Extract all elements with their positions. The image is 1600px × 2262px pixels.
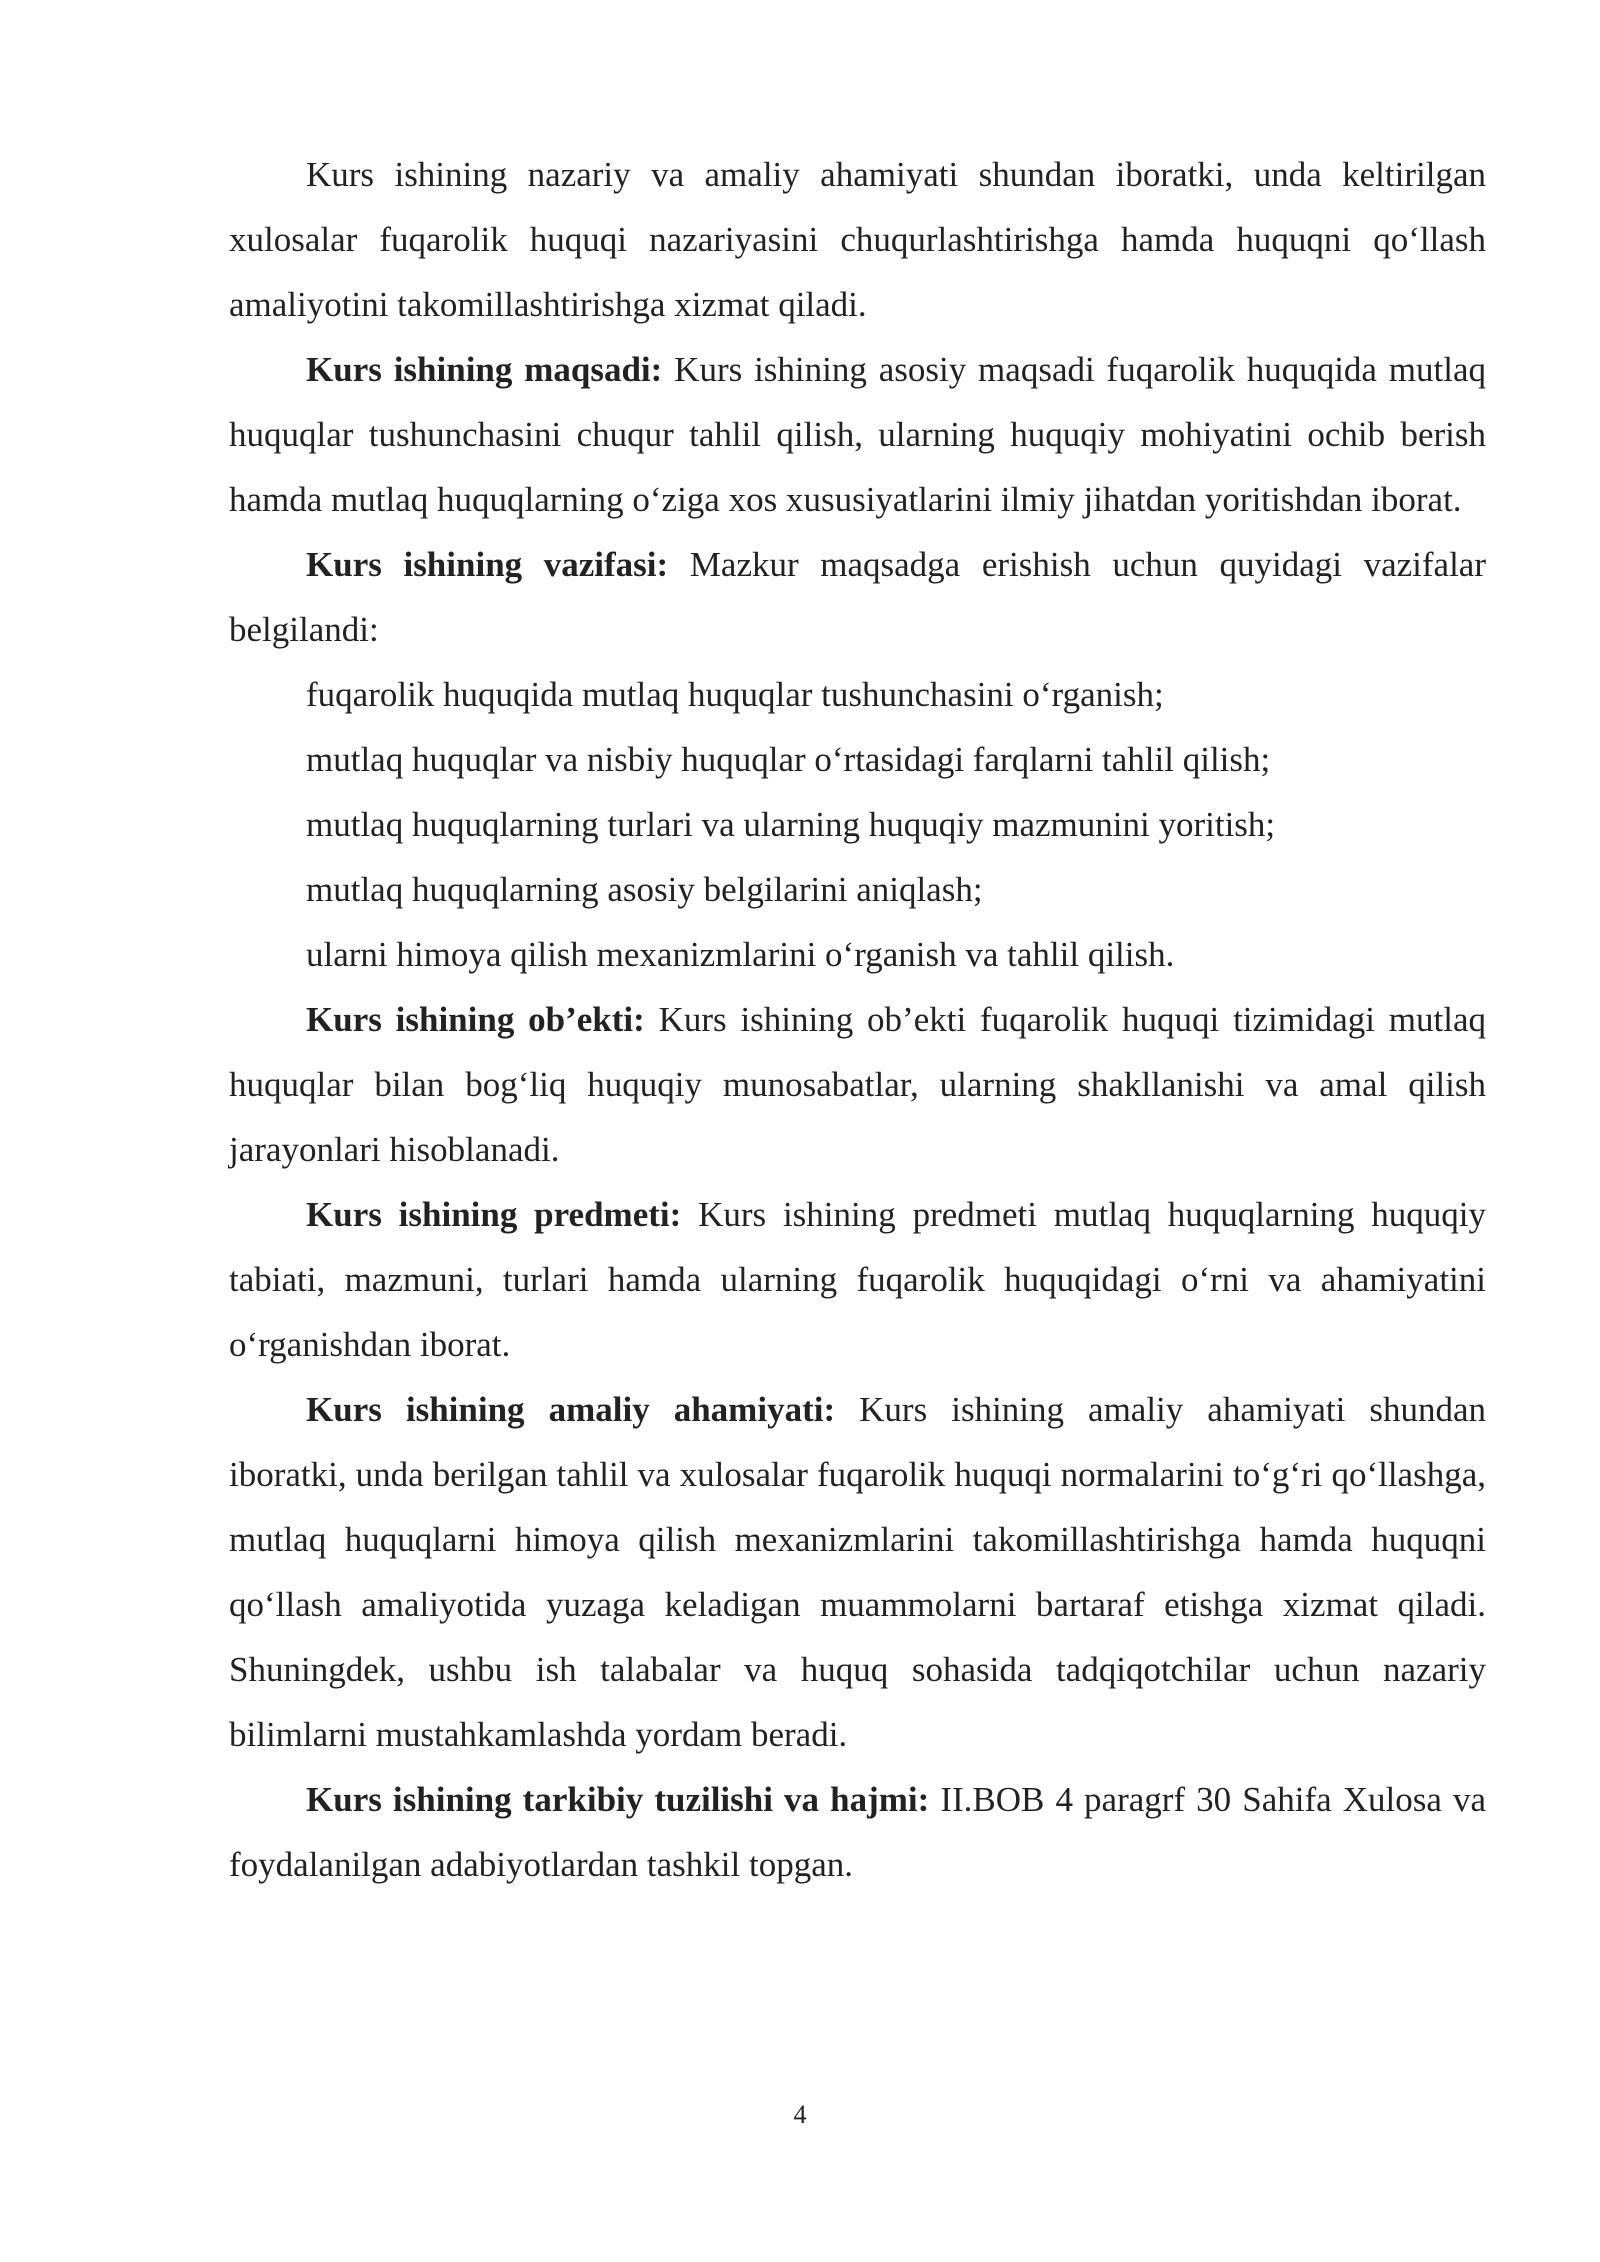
document-page (229, 142, 1486, 1897)
paragraph-text: II.BOB 4 paragrf 30 Sahifa Xulosa va foydalanilgan adabiyotlardan tashkil topgan. (229, 1780, 1486, 1884)
task-list-item: mutlaq huquqlarning asosiy belgilarini aniqlash; (306, 870, 983, 909)
paragraph-object (229, 987, 1486, 1182)
paragraph-intro (229, 142, 1486, 337)
paragraph-practical (229, 1377, 1486, 1767)
task-list-item: mutlaq huquqlar va nisbiy huquqlar o‘rtasidagi farqlarni tahlil qilish; (306, 740, 1271, 779)
paragraph-lead: Kurs ishining amaliy ahamiyati: (306, 1390, 836, 1429)
task-list-item: fuqarolik huquqida mutlaq huquqlar tushunchasini o‘rganish; (306, 675, 1164, 714)
paragraph-text: Kurs ishining ob’ekti fuqarolik huquqi tizimidagi mutlaq huquqlar bilan bog‘liq huquqiy munosabatlar, ularning shakllanishi va amal qilish jarayonlari hisoblanadi. (229, 1000, 1486, 1169)
paragraph-tasks (229, 532, 1486, 662)
paragraph-lead: Kurs ishining vazifasi: (306, 545, 669, 584)
paragraph-text: Kurs ishining nazariy va amaliy ahamiyati shundan iboratki, unda keltirilgan xulosalar fuqarolik huquqi nazariyasini chuqurlashtirishga hamda huquqni qo‘llash amaliyotini takomillashtirishga xizmat qiladi. (229, 155, 1486, 324)
paragraph-structure (229, 1767, 1486, 1897)
task-list-item: ularni himoya qilish mexanizmlarini o‘rganish va tahlil qilish. (306, 935, 1175, 974)
paragraph-text: Kurs ishining predmeti mutlaq huquqlarning huquqiy tabiati, mazmuni, turlari hamda ularning fuqarolik huquqidagi o‘rni va ahamiyatini o‘rganishdan iborat. (229, 1195, 1486, 1364)
paragraph-text: Mazkur maqsadga erishish uchun quyidagi vazifalar belgilandi: (229, 545, 1486, 649)
page-number: 4 (793, 2100, 807, 2129)
paragraph-lead: Kurs ishining maqsadi: (306, 350, 663, 389)
task-list-item: mutlaq huquqlarning turlari va ularning huquqiy mazmunini yoritish; (306, 805, 1276, 844)
paragraph-text: Kurs ishining amaliy ahamiyati shundan iboratki, unda berilgan tahlil va xulosalar fuqarolik huquqi normalarini to‘g‘ri qo‘llashga, mutlaq huquqlarni himoya qilish mexanizmlarini takomillashtirishga hamda huquqni qo‘llash amaliyotida yuzaga keladigan muammolarni bartaraf etishga xizmat qiladi. Shuningdek, ushbu ish talabalar va huquq sohasida tadqiqotchilar uchun nazariy bilimlarni mustahkamlashda yordam beradi. (229, 1390, 1486, 1754)
paragraph-text: Kurs ishining asosiy maqsadi fuqarolik huquqida mutlaq huquqlar tushunchasini chuqur tahlil qilish, ularning huquqiy mohiyatini ochib berish hamda mutlaq huquqlarning o‘ziga xos xususiyatlarini ilmiy jihatdan yoritishdan iborat. (229, 350, 1487, 519)
paragraph-lead: Kurs ishining ob’ekti: (306, 1000, 645, 1039)
paragraph-lead: Kurs ishining predmeti: (306, 1195, 682, 1234)
paragraph-goal (229, 337, 1486, 532)
paragraph-subject (229, 1182, 1486, 1377)
paragraph-lead: Kurs ishining tarkibiy tuzilishi va hajmi: (306, 1780, 930, 1819)
